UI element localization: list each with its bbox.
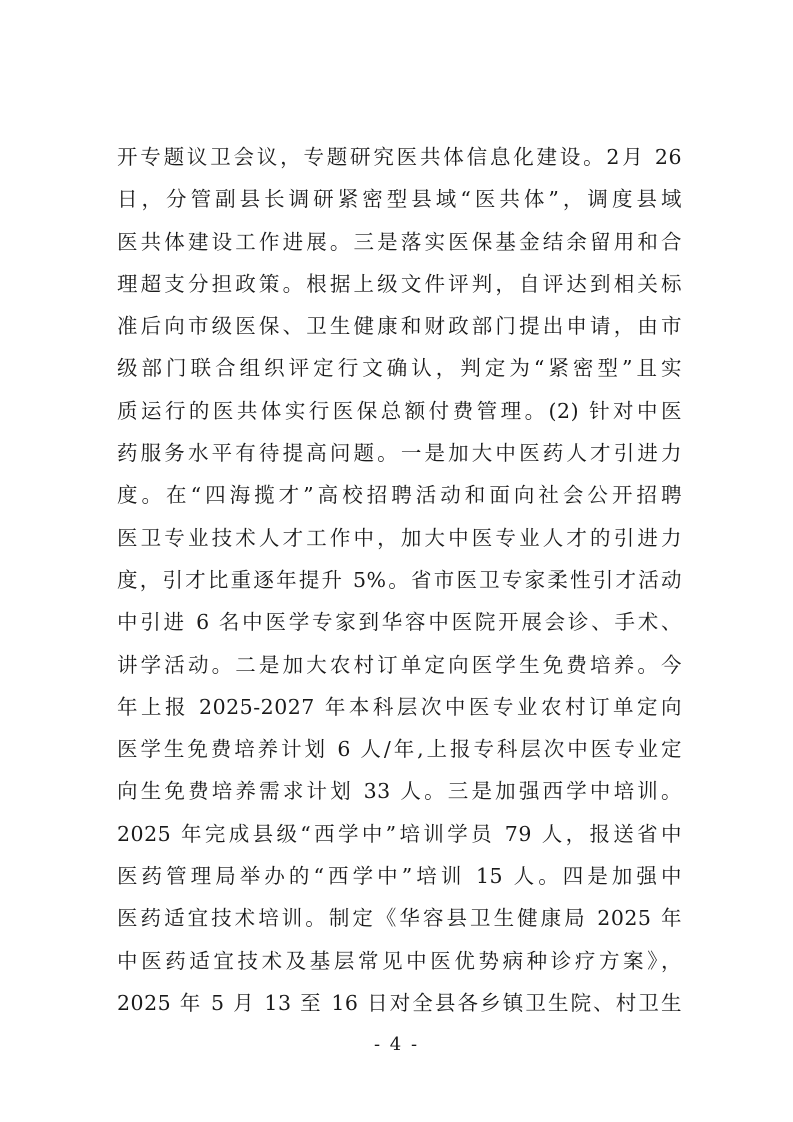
text-line: 中医药适宜技术及基层常见中医优势病种诊疗方案》， bbox=[117, 948, 682, 973]
text-line: 2025 年完成县级“西学中”培训学员 79 人，报送省中 bbox=[117, 821, 682, 846]
text-line: 2025 年 5 月 13 至 16 日对全县各乡镇卫生院、村卫生 bbox=[117, 990, 682, 1015]
page-number: - 4 - bbox=[373, 1034, 420, 1055]
text-line: 医药适宜技术培训。制定《华容县卫生健康局 2025 年 bbox=[117, 906, 682, 931]
text-line: 度。在“四海揽才”高校招聘活动和面向社会公开招聘 bbox=[117, 483, 682, 508]
text-line: 年上报 2025-2027 年本科层次中医专业农村订单定向 bbox=[117, 694, 682, 719]
text-line: 质运行的医共体实行医保总额付费管理。(2) 针对中医 bbox=[117, 398, 682, 423]
text-line: 度，引才比重逐年提升 5%。省市医卫专家柔性引才活动 bbox=[117, 567, 682, 592]
text-line: 医共体建设工作进展。三是落实医保基金结余留用和合 bbox=[117, 229, 682, 254]
text-line: 理超支分担政策。根据上级文件评判，自评达到相关标 bbox=[117, 271, 682, 296]
text-line: 级部门联合组织评定行文确认，判定为“紧密型”且实 bbox=[117, 356, 682, 381]
text-line: 医学生免费培养计划 6 人/年,上报专科层次中医专业定 bbox=[117, 737, 682, 762]
text-line: 开专题议卫会议，专题研究医共体信息化建设。2月 26 bbox=[117, 145, 682, 169]
text-line: 医卫专业技术人才工作中，加大中医专业人才的引进力 bbox=[117, 525, 682, 550]
text-line: 讲学活动。二是加大农村订单定向医学生免费培养。今 bbox=[117, 652, 682, 677]
text-line: 医药管理局举办的“西学中”培训 15 人。四是加强中 bbox=[117, 864, 682, 889]
text-line: 中引进 6 名中医学专家到华容中医院开展会诊、手术、 bbox=[117, 610, 682, 635]
text-line: 日，分管副县长调研紧密型县域“医共体”，调度县域 bbox=[117, 187, 682, 212]
text-line: 准后向市级医保、卫生健康和财政部门提出申请，由市 bbox=[117, 314, 682, 339]
text-line: 向生免费培养需求计划 33 人。三是加强西学中培训。 bbox=[117, 779, 682, 804]
text-line: 药服务水平有待提高问题。一是加大中医药人才引进力 bbox=[117, 441, 682, 466]
body-text bbox=[117, 136, 682, 1024]
